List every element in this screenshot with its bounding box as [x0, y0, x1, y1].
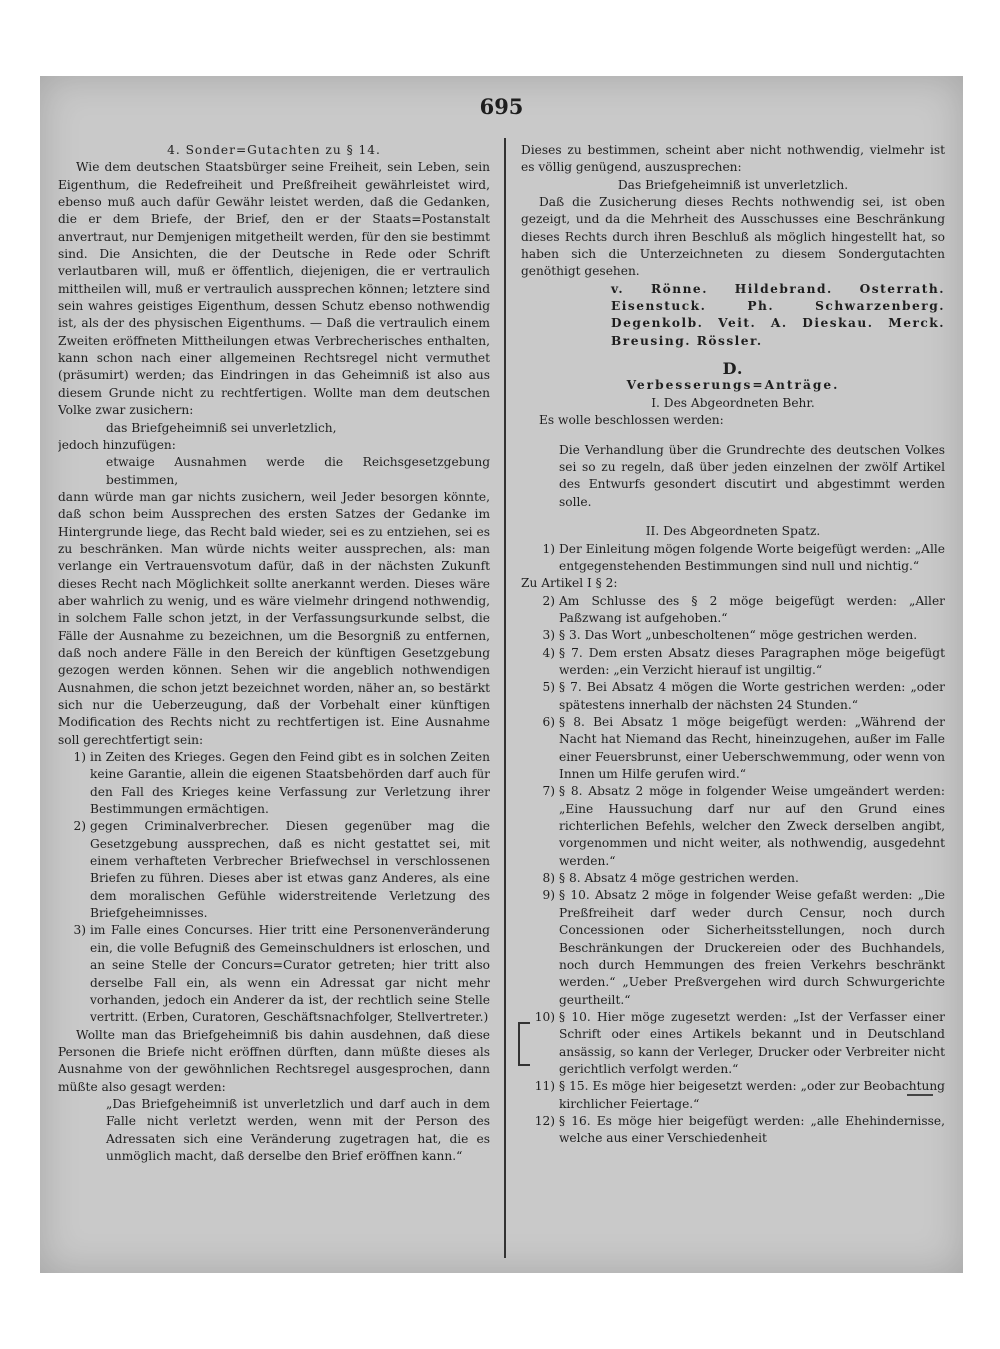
list-item — [521, 1009, 945, 1078]
item-number: 12) — [534, 1113, 555, 1128]
item-number: 1) — [542, 541, 555, 556]
item-number: 4) — [542, 645, 555, 660]
item-text: Der Einleitung mögen folgende Worte beigefügt werden: „Alle entgegenstehenden Bestimmungen sind null und nichtig.“ — [559, 541, 945, 573]
article-header: Zu Artikel I § 2: — [521, 576, 618, 591]
item-number: 10) — [534, 1009, 555, 1024]
subsection-heading: II. Des Abgeordneten Spatz. — [645, 524, 821, 539]
paragraph: Wollte man das Briefgeheimniß bis dahin ausdehnen, daß diese Personen die Briefe nicht eröffnen dürften, dann müßte dieses als Ausnahme von der gewöhnlichen Rechtsregel ausgesprochen, dann müßte also gesagt werden: — [58, 1027, 490, 1094]
quoted-line: das Briefgeheimniß sei unverletzlich, — [106, 420, 337, 435]
list-item — [521, 541, 945, 576]
item-number: 2) — [542, 593, 555, 608]
item-text: § 8. Absatz 2 möge in folgender Weise umgeändert werden: „Eine Haussuchung darf nur auf den Grund eines richterlichen Befehls, welcher den Zweck derselben angibt, vorgenommen und nicht weiter, als nothwendig, ausgedehnt werden.“ — [559, 784, 945, 868]
item-number: 3) — [542, 628, 555, 643]
list-item — [58, 749, 490, 818]
list-item — [521, 627, 945, 644]
item-number: 6) — [542, 715, 555, 730]
item-text: § 8. Bei Absatz 1 möge beigefügt werden: „Während der Nacht hat Niemand das Recht, hineinzugehen, außer im Falle einer Feuersbrunst, einer Ueberschwemmung, oder wenn von Innen um Hilfe gerufen wird.“ — [559, 715, 945, 782]
item-text: in Zeiten des Krieges. Gegen den Feind gibt es in solchen Zeiten keine Garantie, allein die eigenen Staatsbehörden darf auch für den Fall des Krieges keine Verfassung zur Verletzung ihrer Bestimmungen ermächtigen. — [90, 750, 490, 817]
item-number: 9) — [542, 888, 555, 903]
quoted-line: Das Briefgeheimniß ist unverletzlich. — [617, 177, 849, 192]
subsection-heading: I. Des Abgeordneten Behr. — [651, 395, 815, 410]
paragraph: Daß die Zusicherung dieses Rechts nothwendig sei, ist oben gezeigt, und da die Mehrheit des Ausschusses eine Beschränkung dieses Rechts durch ihren Beschluß als möglich hingestellt hat, so haben sich die Unterzeichneten zu diesem Sondergutachten genöthigt gesehen. — [521, 195, 945, 279]
item-number: 7) — [542, 784, 555, 799]
list-item — [521, 1113, 945, 1148]
item-text: gegen Criminalverbrecher. Diesen gegenüber mag die Gesetzgebung aussprechen, daß es nicht gestattet sei, mit einem verhafteten Verbrecher Briefwechsel in verschlossenen Briefen zu führen. Dieses aber ist etwas ganz Anderes, als eine dem moralischen Gefühle widerstreitende Verletzung des Briefgeheimnisses. — [90, 819, 490, 921]
list-item — [521, 1078, 945, 1113]
paragraph: dann würde man gar nichts zusichern, weil Jeder besorgen könnte, daß schon beim Aussprechen des ersten Satzes der Gedanke im Hintergrunde liege, das Recht bald wieder, sei es zu entziehen, sei es zu beschränken. Man würde nichts weiter aussprechen, als: man verlange ein Vertrauensvotum dafür, daß in der nächsten Zukunft dieses Recht nach Möglichkeit sollte anerkannt werden. Dieses wäre aber wahrlich zu wenig, und es wäre vielmehr dringend nothwendig, in solchem Falle schon jetzt, in der Verfassungsurkunde selbst, die Fälle der Ausnahme zu bezeichnen, um die Besorgniß zu entfernen, daß noch andere Fälle in den Bereich der künftigen Gesetzgebung gezogen werden können. Sehen wir die angeblich nothwendigen Ausnahmen, die schon jetzt bezeichnet worden, näher an, so bestärkt sich nur die Ueberzeugung, daß der Vorbehalt einer künftigen Modification des Rechts nicht zu rechtfertigen ist. Eine Ausnahme soll gerechtfertigt sein: — [58, 489, 490, 747]
item-text: § 7. Dem ersten Absatz dieses Paragraphen möge beigefügt werden: „ein Verzicht hierauf ist ungiltig.“ — [559, 645, 945, 677]
list-item — [521, 783, 945, 870]
section-heading: 4. Sonder=Gutachten zu § 14. — [167, 143, 381, 157]
item-text: § 3. Das Wort „unbescholtenen“ möge gestrichen werden. — [559, 628, 918, 643]
item-text: § 16. Es möge hier beigefügt werden: „alle Ehehindernisse, welche aus einer Verschiedenheit — [559, 1113, 945, 1146]
margin-bracket-mark — [518, 1022, 530, 1066]
paragraph: Die Verhandlung über die Grundrechte des deutschen Volkes sei so zu regeln, daß über jeden einzelnen der zwölf Artikel des Entwurfs gesondert discutirt und abgestimmt werden solle. — [559, 442, 945, 509]
item-text: Am Schlusse des § 2 möge beigefügt werden: „Aller Paßzwang ist aufgehoben.“ — [559, 593, 945, 625]
list-item — [521, 679, 945, 714]
paragraph: Wie dem deutschen Staatsbürger seine Freiheit, sein Leben, sein Eigenthum, die Redefreiheit und Preßfreiheit gewährleistet wird, ebenso muß auch dafür Gewähr leistet werden, daß die Gedanken, die er dem Briefe, der Brief, den er der Staats=Postanstalt anvertraut, nur Demjenigen mitgetheilt werden, für den sie bestimmt sind. Die Ansichten, die der Deutsche in Rede oder Schrift verlautbaren will, muß er öffentlich, diejenigen, die er vertraulich mittheilen will, muß er vertraulich aussprechen können; letztere sind sein wahres geistiges Eigenthum, dessen Schutz ebenso nothwendig ist, als der des physischen Eigenthums. — Daß die vertraulich einem Zweiten eröffneten Mittheilungen etwas Verbrecherisches enthalten, kann schon nach einer allgemeinen Rechtsregel nicht vermuthet (präsumirt) werden; das Eindringen in das Geheimniß ist also aus diesem Grunde nicht zu rechtfertigen. Wollte man dem deutschen Volke zwar zusichern: — [58, 160, 490, 418]
item-text: § 8. Absatz 4 möge gestrichen werden. — [559, 871, 799, 886]
item-number: 11) — [534, 1079, 555, 1094]
list-item — [521, 593, 945, 628]
quoted-line: „Das Briefgeheimniß ist unverletzlich und darf auch in dem Falle nicht verletzt werden, wenn mit der Person des Adressaten sich eine Veränderung zugetragen hat, die es unmöglich macht, daß derselbe den Brief eröffnen kann.“ — [106, 1096, 490, 1163]
item-text: § 7. Bei Absatz 4 mögen die Worte gestrichen werden: „oder spätestens innerhalb der nächsten 24 Stunden.“ — [559, 680, 945, 712]
item-text: § 15. Es möge hier beigesetzt werden: „oder zur Beobachtung kirchlicher Feiertage.“ — [559, 1079, 945, 1111]
scanned-page — [40, 76, 963, 1273]
quoted-line: etwaige Ausnahmen werde die Reichsgesetzgebung bestimmen, — [106, 455, 490, 487]
list-item — [521, 870, 945, 887]
signers: v. Rönne. Hildebrand. Osterrath. Eisenstuck. Ph. Schwarzenberg. Degenkolb. Veit. A. Dieskau. Merck. Breusing. Rössler. — [611, 281, 945, 348]
paragraph: jedoch hinzufügen: — [58, 437, 176, 452]
item-number: 8) — [542, 871, 555, 886]
item-number: 2) — [73, 819, 86, 834]
item-number: 3) — [73, 923, 86, 938]
list-item — [58, 922, 490, 1026]
item-text: § 10. Hier möge zugesetzt werden: „Ist der Verfasser einer Schrift oder eines Artikels bekannt und in Deutschland ansässig, so kann der Verleger, Drucker oder Verbreiter nicht gerichtlich verfolgt werden.“ — [559, 1009, 945, 1076]
paragraph: Dieses zu bestimmen, scheint aber nicht nothwendig, vielmehr ist es völlig genügend, auszusprechen: — [521, 143, 945, 175]
column-divider — [504, 138, 506, 1258]
item-text: im Falle eines Concurses. Hier tritt eine Personenveränderung ein, die volle Befugniß des Gemeinschuldners ist erloschen, und an seine Stelle der Concurs=Curator getreten; hier tritt also derselbe Fall ein, als wenn ein Adressat gar nicht mehr vorhanden, jedoch ein Anderer da ist, der rechtlich seine Stelle vertritt. (Erben, Curatoren, Geschäftsnachfolger, Stellvertreter.) — [90, 923, 490, 1025]
left-column — [58, 142, 490, 1165]
margin-tick-mark — [907, 1094, 933, 1096]
item-text: § 10. Absatz 2 möge in folgender Weise gefaßt werden: „Die Preßfreiheit darf weder durch Censur, noch durch Concessionen oder Sicherheitsstellungen, noch durch Beschränkungen der Druckereien oder des Buchhandels, noch durch Hemmungen des freien Verkehrs beschränkt werden.“ „Ueber Preßvergehen wird durch Schwurgerichte geurtheilt.“ — [559, 888, 945, 1007]
list-item — [521, 714, 945, 783]
item-number: 5) — [542, 680, 555, 695]
section-letter: D. — [722, 359, 744, 379]
section-title: Verbesserungs=Anträge. — [626, 378, 840, 393]
page-number: 695 — [479, 94, 524, 119]
list-item — [521, 887, 945, 1008]
paragraph: Es wolle beschlossen werden: — [539, 413, 724, 428]
list-item — [521, 645, 945, 680]
item-number: 1) — [73, 750, 86, 765]
list-item — [58, 818, 490, 922]
right-column — [521, 142, 945, 1148]
